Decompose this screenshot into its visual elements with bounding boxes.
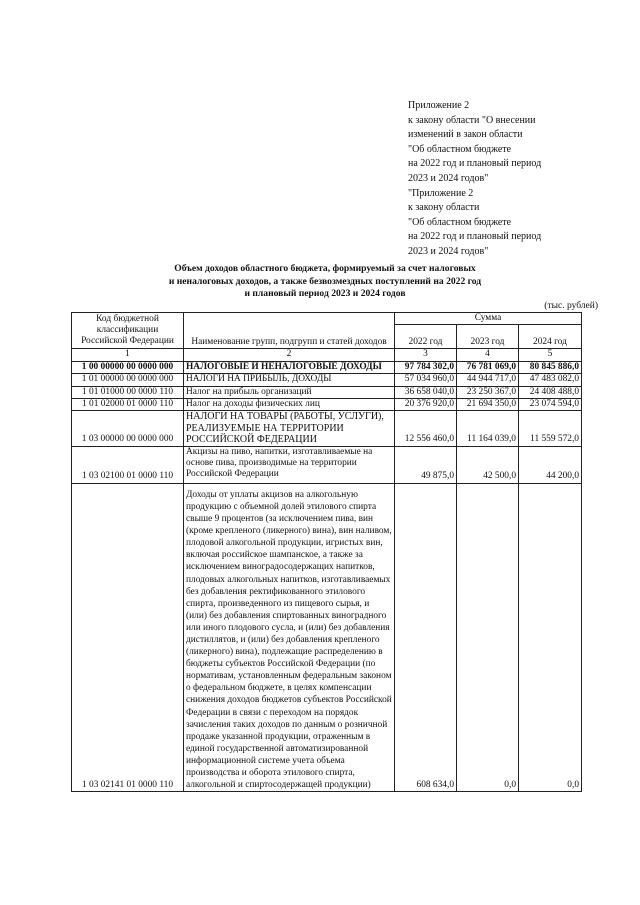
table-row	[72, 361, 582, 373]
index-cell: 5	[519, 349, 582, 361]
row-code: 1 01 00000 00 0000 000	[72, 374, 184, 386]
header-2024: 2024 год	[519, 325, 582, 349]
row-value-2022: 49 875,0	[395, 446, 457, 483]
document-title	[150, 263, 500, 301]
header-2023: 2023 год	[457, 325, 519, 349]
row-name: Доходы от уплаты акцизов на алкогольную продукцию с объемной долей этилового спирта свыше 9 процентов (за исключением пива, вин (кроме крепленого (ликерного) вина), вин наливом, плодовой алкогольной продукции, игристых вин, включая российское шампанское, а также за исключением виноградосодержащих напитков, плодовых алкогольных напитков, изготавливаемых без добавления ректификованного этилового спирта, произведенного из пищевого сырья, и (или) без добавления спиртованных виноградного или иного плодового сусла, и (или) без добавления дистиллятов, и (или) без добавления крепленого (ликерного) вина), подлежащие распределению в бюджеты субъектов Российской Федерации (по нормативам, установленным федеральным законом о федеральном бюджете, в целях компенсации снижения доходов бюджетов субъектов Российской Федерации в связи с переходом на порядок зачисления таких доходов по данным о розничной продаже указанной продукции, отраженным в единой государственной автоматизированной информационной системе учета объема производства и оборота этилового спирта, алкогольной и спиртосодержащей продукции)	[184, 483, 395, 791]
row-value-2023: 23 250 367,0	[457, 386, 519, 398]
title-line: Объем доходов областного бюджета, формируемый за счет налоговых	[174, 263, 476, 274]
table-row	[72, 374, 582, 386]
row-value-2022: 57 034 960,0	[395, 374, 457, 386]
header-name: Наименование групп, подгрупп и статей доходов	[184, 313, 395, 349]
row-code: 1 03 00000 00 0000 000	[72, 411, 184, 446]
row-code: 1 00 00000 00 0000 000	[72, 361, 184, 373]
row-value-2023: 76 781 069,0	[457, 361, 519, 373]
table-row	[72, 399, 582, 411]
row-name: Налог на доходы физических лиц	[184, 399, 395, 411]
row-name: Акцизы на пиво, напитки, изготавливаемые на основе пива, производимые на территории Российской Федерации	[184, 446, 395, 483]
row-value-2023: 11 164 039,0	[457, 411, 519, 446]
row-value-2024: 80 845 886,0	[519, 361, 582, 373]
row-value-2022: 12 556 460,0	[395, 411, 457, 446]
header-code: Код бюджетной классификации Российской Федерации	[72, 313, 184, 349]
header-2022: 2022 год	[395, 325, 457, 349]
appendix-line: к закону области	[408, 202, 480, 214]
row-name: НАЛОГИ НА ПРИБЫЛЬ, ДОХОДЫ	[184, 374, 395, 386]
row-value-2023: 21 694 350,0	[457, 399, 519, 411]
table-row	[72, 411, 582, 446]
row-name: НАЛОГОВЫЕ И НЕНАЛОГОВЫЕ ДОХОДЫ	[184, 361, 395, 373]
index-cell: 3	[395, 349, 457, 361]
row-code: 1 01 01000 00 0000 110	[72, 386, 184, 398]
row-value-2024: 11 559 572,0	[519, 411, 582, 446]
row-code: 1 03 02141 01 0000 110	[72, 483, 184, 791]
index-cell: 1	[72, 349, 184, 361]
row-value-2022: 97 784 302,0	[395, 361, 457, 373]
appendix-line: 2023 и 2024 годов"	[408, 172, 489, 184]
row-name: Налог на прибыль организаций	[184, 386, 395, 398]
appendix-line: на 2022 год и плановый период	[408, 231, 542, 243]
appendix-block	[408, 99, 608, 260]
row-code: 1 01 02000 01 0000 110	[72, 399, 184, 411]
appendix-line: "Об областном бюджете	[408, 143, 512, 155]
row-value-2023: 42 500,0	[457, 446, 519, 483]
table-row	[72, 483, 582, 791]
appendix-line: Приложение 2	[408, 100, 470, 111]
units-label: (тыс. рублей)	[544, 301, 598, 311]
row-value-2022: 608 634,0	[395, 483, 457, 791]
appendix-line: на 2022 год и плановый период	[408, 158, 542, 170]
index-cell: 4	[457, 349, 519, 361]
header-sum: Сумма	[395, 313, 582, 325]
table-row	[72, 446, 582, 483]
appendix-line: 2023 и 2024 годов"	[408, 245, 489, 257]
appendix-line: "Об областном бюджете	[408, 216, 512, 228]
row-value-2022: 36 658 040,0	[395, 386, 457, 398]
title-line: и неналоговых доходов, а также безвозмездных поступлений на 2022 год	[168, 275, 482, 287]
table-row	[72, 386, 582, 398]
row-value-2024: 44 200,0	[519, 446, 582, 483]
index-cell: 2	[184, 349, 395, 361]
row-value-2023: 44 944 717,0	[457, 374, 519, 386]
table-index-row	[72, 349, 582, 361]
row-value-2022: 20 376 920,0	[395, 399, 457, 411]
row-name: НАЛОГИ НА ТОВАРЫ (РАБОТЫ, УСЛУГИ), РЕАЛИЗУЕМЫЕ НА ТЕРРИТОРИИ РОССИЙСКОЙ ФЕДЕРАЦИИ	[184, 411, 395, 446]
table-header-row	[72, 313, 582, 325]
appendix-line: "Приложение 2	[408, 187, 474, 199]
title-line: и плановый период 2023 и 2024 годов	[244, 288, 406, 300]
row-value-2023: 0,0	[457, 483, 519, 791]
row-value-2024: 47 483 082,0	[519, 374, 582, 386]
row-value-2024: 23 074 594,0	[519, 399, 582, 411]
revenue-table	[71, 312, 582, 792]
appendix-line: изменений в закон области	[408, 129, 523, 141]
row-value-2024: 24 408 488,0	[519, 386, 582, 398]
row-value-2024: 0,0	[519, 483, 582, 791]
row-code: 1 03 02100 01 0000 110	[72, 446, 184, 483]
appendix-line: к закону области "О внесении	[408, 114, 536, 126]
